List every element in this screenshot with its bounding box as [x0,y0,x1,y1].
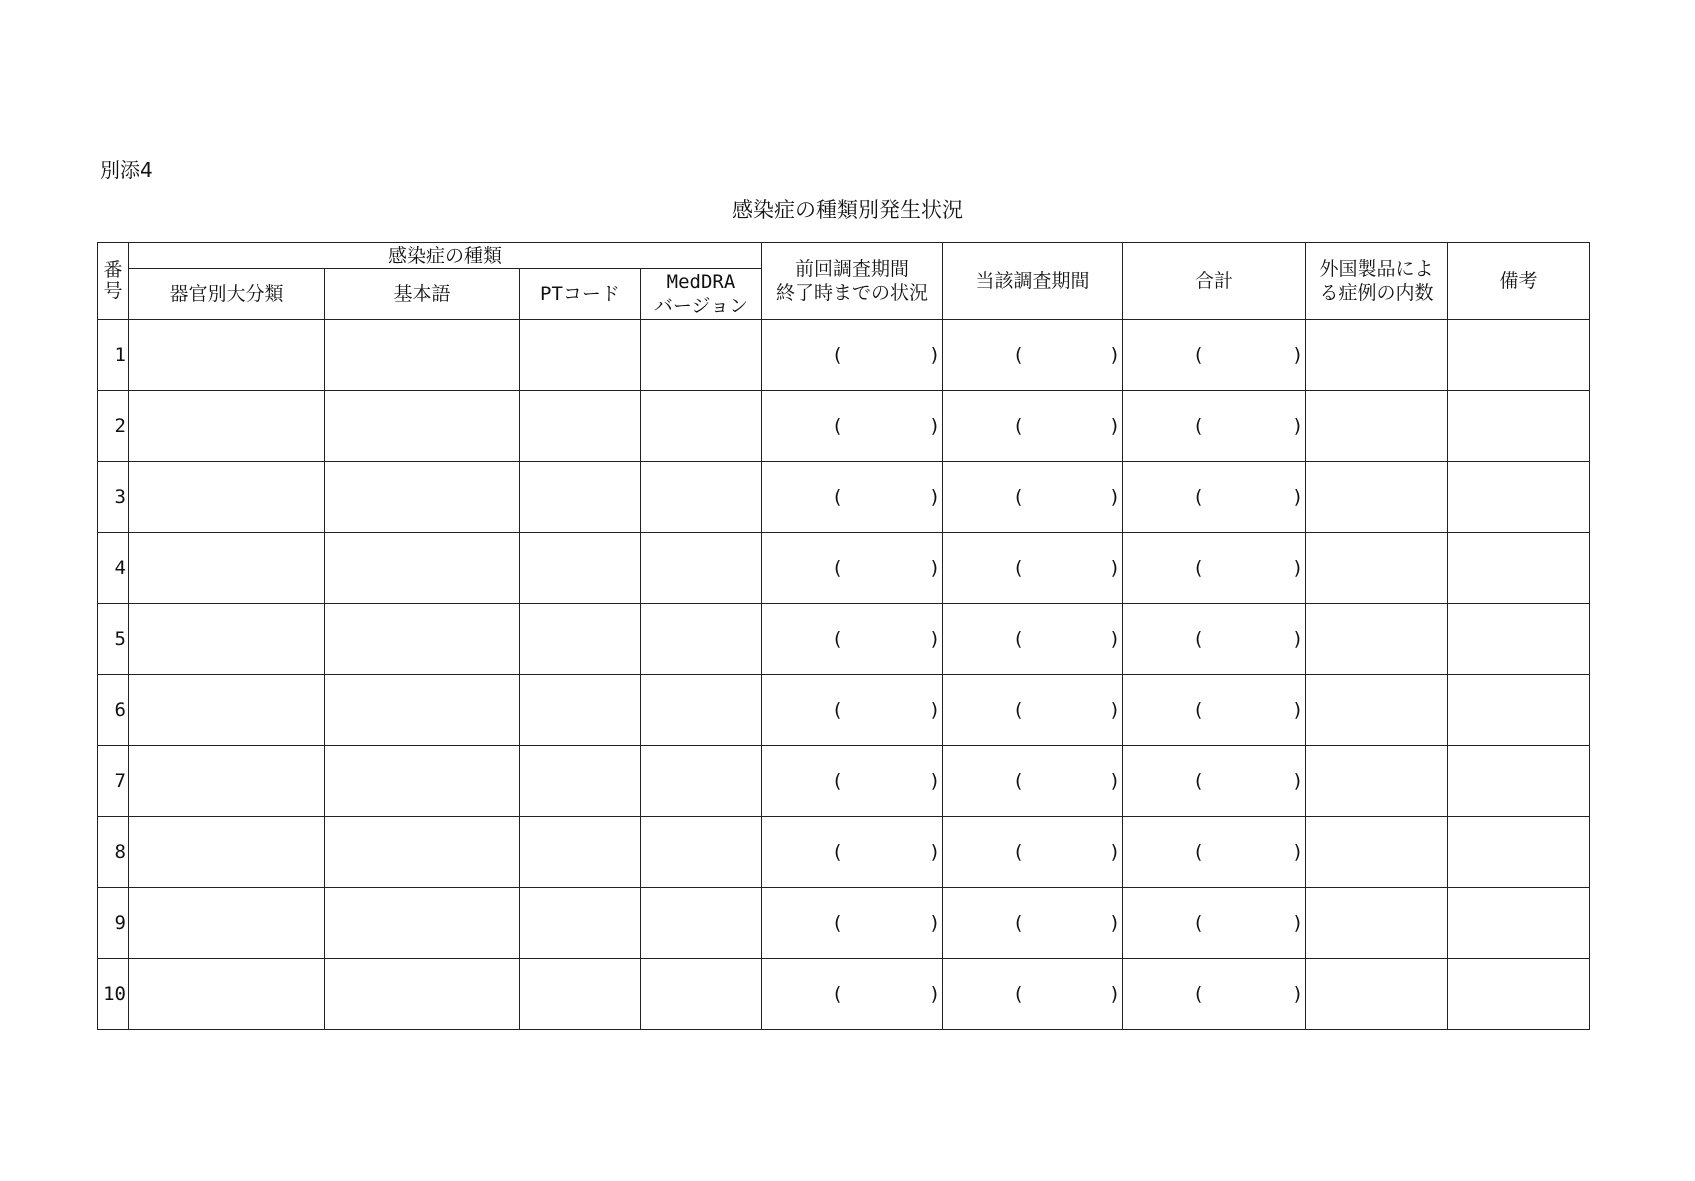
remarks-cell[interactable] [1448,746,1590,817]
header-pt-code: PTコード [520,269,641,320]
open-paren: ( [834,557,842,579]
basic-term-cell[interactable] [325,462,520,533]
row-number: 2 [98,391,129,462]
previous-period-cell[interactable] [762,320,943,391]
open-paren: ( [1195,344,1203,366]
open-paren: ( [834,841,842,863]
close-paren: ) [930,344,938,366]
row-number: 1 [98,320,129,391]
row-number: 3 [98,462,129,533]
meddra-version-cell[interactable] [641,391,762,462]
open-paren: ( [1015,628,1023,650]
organ-class-cell[interactable] [129,817,325,888]
current-period-cell[interactable] [943,391,1123,462]
close-paren: ) [1293,841,1301,863]
open-paren: ( [834,699,842,721]
close-paren: ) [1110,557,1118,579]
foreign-products-cell[interactable] [1306,746,1448,817]
total-cell[interactable] [1123,959,1306,1030]
pt-code-cell[interactable] [520,320,641,391]
header-foreign-products [1306,243,1448,320]
total-cell[interactable] [1123,462,1306,533]
header-meddra-version [641,269,762,320]
row-number: 5 [98,604,129,675]
foreign-products-cell[interactable] [1306,391,1448,462]
close-paren: ) [1293,415,1301,437]
close-paren: ) [1293,699,1301,721]
open-paren: ( [1195,415,1203,437]
close-paren: ) [930,486,938,508]
current-period-cell[interactable] [943,675,1123,746]
row-number: 6 [98,675,129,746]
foreign-products-cell[interactable] [1306,604,1448,675]
basic-term-cell[interactable] [325,817,520,888]
remarks-cell[interactable] [1448,817,1590,888]
remarks-cell[interactable] [1448,888,1590,959]
close-paren: ) [930,699,938,721]
open-paren: ( [1015,486,1023,508]
table-row [98,817,1590,888]
close-paren: ) [1110,841,1118,863]
total-cell[interactable] [1123,817,1306,888]
open-paren: ( [834,344,842,366]
foreign-products-cell[interactable] [1306,675,1448,746]
open-paren: ( [1195,770,1203,792]
close-paren: ) [1110,699,1118,721]
close-paren: ) [930,628,938,650]
infection-table [97,242,1590,1030]
foreign-products-cell[interactable] [1306,320,1448,391]
meddra-version-cell[interactable] [641,320,762,391]
header-basic-term: 基本語 [325,269,520,320]
row-number: 4 [98,533,129,604]
organ-class-cell[interactable] [129,462,325,533]
current-period-cell[interactable] [943,533,1123,604]
header-number-char2: 号 [103,280,123,302]
close-paren: ) [1110,983,1118,1005]
previous-period-cell[interactable] [762,462,943,533]
close-paren: ) [930,983,938,1005]
header-foreign-line1: 外国製品によ [1319,258,1434,280]
header-organ-class: 器官別大分類 [129,269,325,320]
total-cell[interactable] [1123,320,1306,391]
header-previous-period-line2: 終了時までの状況 [775,282,928,304]
remarks-cell[interactable] [1448,320,1590,391]
meddra-version-cell[interactable] [641,604,762,675]
previous-period-cell[interactable] [762,533,943,604]
open-paren: ( [1195,557,1203,579]
organ-class-cell[interactable] [129,604,325,675]
page-title: 感染症の種類別発生状況 [732,198,963,222]
close-paren: ) [1293,770,1301,792]
pt-code-cell[interactable] [520,604,641,675]
close-paren: ) [1293,912,1301,934]
meddra-version-cell[interactable] [641,746,762,817]
row-number: 10 [98,959,129,1030]
basic-term-cell[interactable] [325,391,520,462]
total-cell[interactable] [1123,675,1306,746]
previous-period-cell[interactable] [762,817,943,888]
close-paren: ) [1110,770,1118,792]
close-paren: ) [930,415,938,437]
header-number [98,243,129,320]
open-paren: ( [834,912,842,934]
basic-term-cell[interactable] [325,604,520,675]
header-number-char1: 番 [103,259,123,281]
table-row [98,462,1590,533]
previous-period-cell[interactable] [762,675,943,746]
close-paren: ) [1293,486,1301,508]
foreign-products-cell[interactable] [1306,817,1448,888]
pt-code-cell[interactable] [520,675,641,746]
header-meddra-line2: バージョン [653,295,749,317]
close-paren: ) [930,557,938,579]
previous-period-cell[interactable] [762,604,943,675]
open-paren: ( [1195,486,1203,508]
close-paren: ) [1293,983,1301,1005]
total-cell[interactable] [1123,391,1306,462]
close-paren: ) [1110,344,1118,366]
table-row [98,675,1590,746]
remarks-cell[interactable] [1448,391,1590,462]
remarks-cell[interactable] [1448,462,1590,533]
meddra-version-cell[interactable] [641,462,762,533]
remarks-cell[interactable] [1448,959,1590,1030]
close-paren: ) [1110,486,1118,508]
meddra-version-cell[interactable] [641,888,762,959]
close-paren: ) [1110,628,1118,650]
open-paren: ( [834,628,842,650]
header-infection-type: 感染症の種類 [129,243,762,269]
remarks-cell[interactable] [1448,533,1590,604]
organ-class-cell[interactable] [129,391,325,462]
table-row [98,959,1590,1030]
organ-class-cell[interactable] [129,746,325,817]
current-period-cell[interactable] [943,604,1123,675]
open-paren: ( [1015,912,1023,934]
basic-term-cell[interactable] [325,320,520,391]
open-paren: ( [834,415,842,437]
open-paren: ( [1015,415,1023,437]
meddra-version-cell[interactable] [641,817,762,888]
table-row [98,604,1590,675]
open-paren: ( [1015,770,1023,792]
open-paren: ( [1015,841,1023,863]
current-period-cell[interactable] [943,888,1123,959]
foreign-products-cell[interactable] [1306,959,1448,1030]
current-period-cell[interactable] [943,462,1123,533]
header-total: 合計 [1123,243,1306,320]
remarks-cell[interactable] [1448,675,1590,746]
open-paren: ( [1195,983,1203,1005]
table-row [98,746,1590,817]
pt-code-cell[interactable] [520,533,641,604]
foreign-products-cell[interactable] [1306,462,1448,533]
organ-class-cell[interactable] [129,533,325,604]
open-paren: ( [1015,344,1023,366]
pt-code-cell[interactable] [520,391,641,462]
open-paren: ( [1195,699,1203,721]
total-cell[interactable] [1123,533,1306,604]
total-cell[interactable] [1123,746,1306,817]
organ-class-cell[interactable] [129,320,325,391]
open-paren: ( [834,770,842,792]
remarks-cell[interactable] [1448,604,1590,675]
foreign-products-cell[interactable] [1306,533,1448,604]
close-paren: ) [1293,628,1301,650]
basic-term-cell[interactable] [325,675,520,746]
close-paren: ) [930,912,938,934]
previous-period-cell[interactable] [762,959,943,1030]
pt-code-cell[interactable] [520,959,641,1030]
pt-code-cell[interactable] [520,746,641,817]
current-period-cell[interactable] [943,746,1123,817]
table-row [98,533,1590,604]
basic-term-cell[interactable] [325,746,520,817]
annex-label: 別添4 [100,158,153,182]
current-period-cell[interactable] [943,959,1123,1030]
total-cell[interactable] [1123,604,1306,675]
meddra-version-cell[interactable] [641,533,762,604]
close-paren: ) [1293,344,1301,366]
open-paren: ( [1015,699,1023,721]
previous-period-cell[interactable] [762,391,943,462]
pt-code-cell[interactable] [520,888,641,959]
organ-class-cell[interactable] [129,959,325,1030]
table-row [98,320,1590,391]
header-foreign-line2: る症例の内数 [1319,282,1434,304]
pt-code-cell[interactable] [520,462,641,533]
header-remarks: 備考 [1448,243,1590,320]
open-paren: ( [1195,912,1203,934]
table-row [98,391,1590,462]
foreign-products-cell[interactable] [1306,888,1448,959]
close-paren: ) [1110,415,1118,437]
row-number: 9 [98,888,129,959]
meddra-version-cell[interactable] [641,959,762,1030]
table-body [98,320,1590,1030]
pt-code-cell[interactable] [520,817,641,888]
open-paren: ( [1015,557,1023,579]
organ-class-cell[interactable] [129,888,325,959]
header-meddra-line1: MedDRA [666,271,736,293]
basic-term-cell[interactable] [325,959,520,1030]
row-number: 8 [98,817,129,888]
close-paren: ) [930,770,938,792]
table-row [98,888,1590,959]
open-paren: ( [834,983,842,1005]
basic-term-cell[interactable] [325,888,520,959]
close-paren: ) [1293,557,1301,579]
header-previous-period [762,243,943,320]
open-paren: ( [834,486,842,508]
basic-term-cell[interactable] [325,533,520,604]
total-cell[interactable] [1123,888,1306,959]
open-paren: ( [1015,983,1023,1005]
current-period-cell[interactable] [943,817,1123,888]
open-paren: ( [1195,841,1203,863]
organ-class-cell[interactable] [129,675,325,746]
meddra-version-cell[interactable] [641,675,762,746]
current-period-cell[interactable] [943,320,1123,391]
row-number: 7 [98,746,129,817]
open-paren: ( [1195,628,1203,650]
previous-period-cell[interactable] [762,888,943,959]
previous-period-cell[interactable] [762,746,943,817]
header-current-period: 当該調査期間 [943,243,1123,320]
header-previous-period-line1: 前回調査期間 [794,258,909,280]
close-paren: ) [1110,912,1118,934]
close-paren: ) [930,841,938,863]
